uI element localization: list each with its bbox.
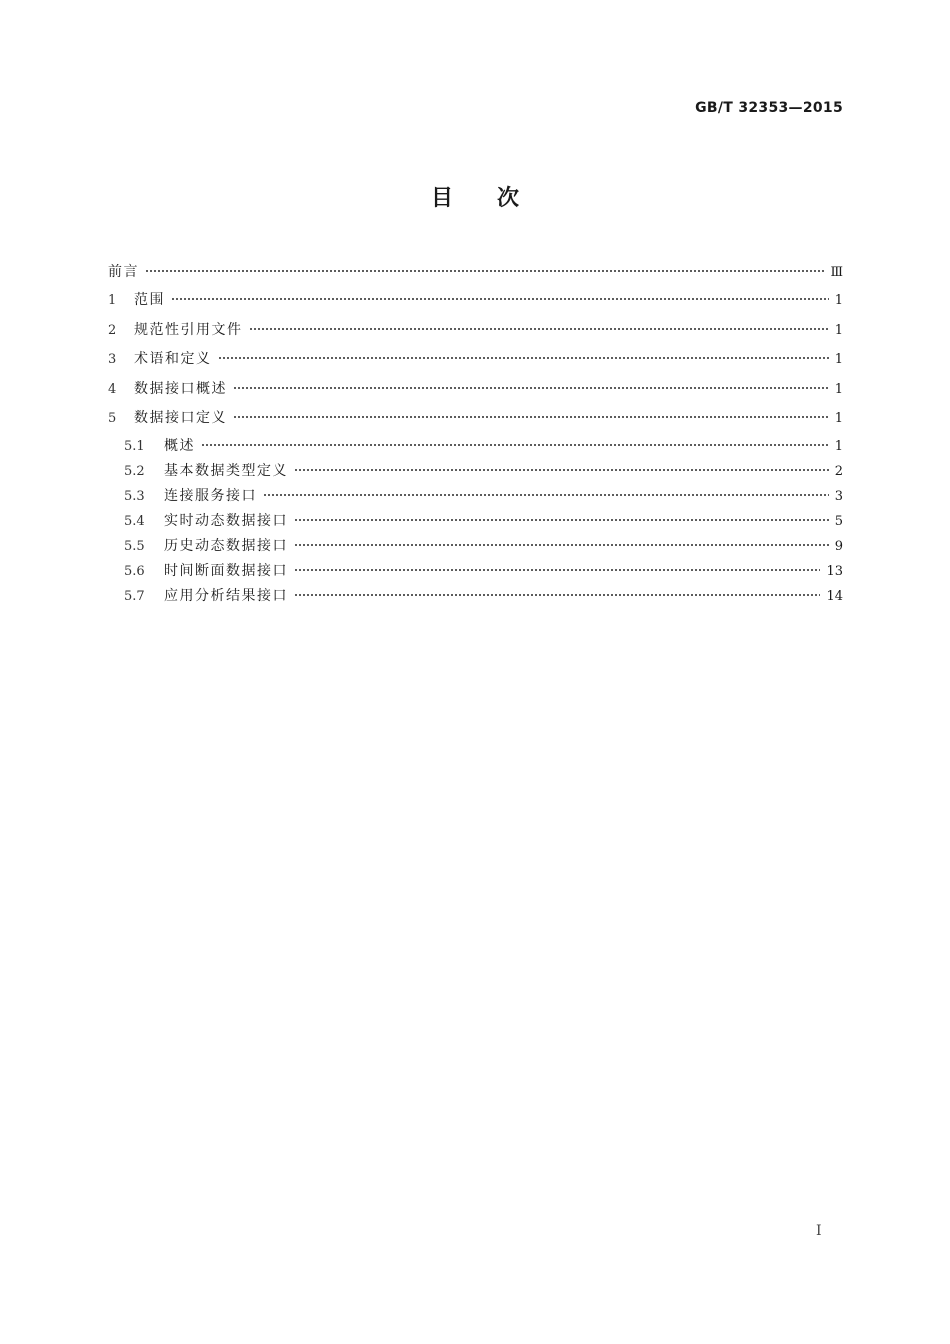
toc-entry-5-5[interactable] xyxy=(108,534,843,559)
toc-dot-leader xyxy=(249,322,829,336)
toc-dot-leader xyxy=(263,488,829,502)
toc-entry-number: 5 xyxy=(108,411,117,426)
toc-dot-leader xyxy=(201,438,829,452)
toc-entry-label: 历史动态数据接口 xyxy=(164,537,288,554)
toc-entry-number: 5.4 xyxy=(124,513,145,529)
toc-entry-page: Ⅲ xyxy=(830,265,843,280)
toc-entry-label: 实时动态数据接口 xyxy=(164,512,288,529)
toc-entry-5-3[interactable] xyxy=(108,484,843,509)
toc-entry-number: 5.7 xyxy=(124,588,145,604)
toc-dot-leader xyxy=(145,264,824,278)
page-number: I xyxy=(816,1223,822,1239)
standard-code: GB/T 32353—2015 xyxy=(695,100,843,116)
toc-entry-number: 5.2 xyxy=(124,463,145,479)
toc-entry-page: 1 xyxy=(834,438,843,454)
toc-dot-leader xyxy=(218,351,829,365)
toc-entry-page: 1 xyxy=(834,322,843,338)
toc-dot-leader xyxy=(233,410,829,424)
toc-dot-leader xyxy=(294,513,829,527)
table-of-contents xyxy=(108,258,843,609)
toc-entry-label: 基本数据类型定义 xyxy=(164,462,288,479)
toc-entry-label: 前言 xyxy=(108,264,139,280)
toc-dot-leader xyxy=(294,463,829,477)
toc-dot-leader xyxy=(294,563,820,577)
toc-entry-page: 2 xyxy=(834,463,843,479)
toc-dot-leader xyxy=(294,538,829,552)
toc-entry-5-2[interactable] xyxy=(108,459,843,484)
toc-entry-number: 3 xyxy=(108,352,117,367)
toc-entry-page: 1 xyxy=(834,381,843,397)
toc-entry-label: 时间断面数据接口 xyxy=(164,562,288,579)
toc-entry-page: 14 xyxy=(826,588,843,604)
toc-entry-label: 术语和定义 xyxy=(134,351,212,367)
toc-entry-page: 1 xyxy=(834,352,843,367)
toc-entry-page: 1 xyxy=(834,293,843,308)
toc-entry-number: 1 xyxy=(108,293,117,308)
toc-entry-number: 5.6 xyxy=(124,563,145,579)
toc-entry-page: 13 xyxy=(826,563,843,579)
toc-entry-3[interactable] xyxy=(108,345,843,375)
toc-entry-number: 2 xyxy=(108,322,117,338)
toc-entry-page: 9 xyxy=(834,538,843,554)
toc-dot-leader xyxy=(233,381,829,395)
toc-entry-label: 应用分析结果接口 xyxy=(164,587,288,604)
toc-entry-2[interactable] xyxy=(108,316,843,346)
toc-entry-label: 连接服务接口 xyxy=(164,487,257,504)
toc-entry-5[interactable] xyxy=(108,404,843,434)
toc-dot-leader xyxy=(171,292,829,306)
toc-entry-page: 3 xyxy=(834,488,843,504)
toc-dot-leader xyxy=(294,588,820,602)
page-title: 目次 xyxy=(430,186,563,211)
toc-entry-4[interactable] xyxy=(108,375,843,405)
toc-entry-label: 数据接口概述 xyxy=(134,380,227,397)
toc-entry-label: 规范性引用文件 xyxy=(134,321,243,338)
toc-entry-page: 1 xyxy=(834,411,843,426)
toc-entry-5-6[interactable] xyxy=(108,559,843,584)
toc-entry-foreword[interactable] xyxy=(108,258,843,286)
toc-entry-label: 数据接口定义 xyxy=(134,410,227,426)
toc-entry-label: 范围 xyxy=(134,292,165,308)
toc-entry-number: 5.5 xyxy=(124,538,145,554)
toc-entry-5-7[interactable] xyxy=(108,584,843,609)
toc-entry-page: 5 xyxy=(834,513,843,529)
toc-entry-label: 概述 xyxy=(164,437,195,454)
toc-entry-number: 5.1 xyxy=(124,438,145,454)
toc-entry-number: 5.3 xyxy=(124,488,145,504)
toc-entry-5-4[interactable] xyxy=(108,509,843,534)
toc-entry-5-1[interactable] xyxy=(108,434,843,459)
toc-entry-number: 4 xyxy=(108,381,117,397)
toc-entry-1[interactable] xyxy=(108,286,843,316)
